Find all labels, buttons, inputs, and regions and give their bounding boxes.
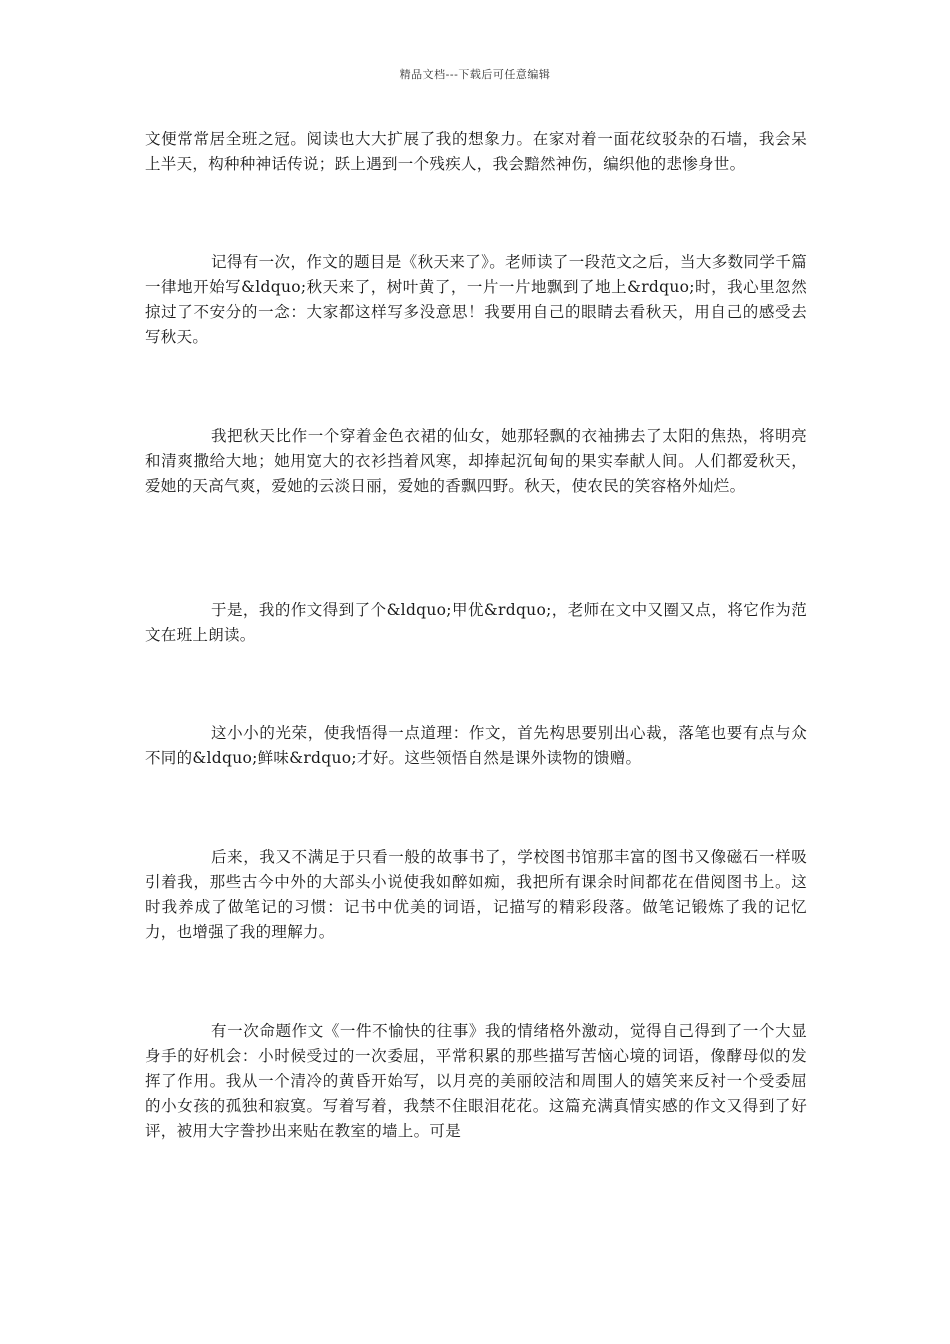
page-header: 精品文档---下载后可任意编辑 (399, 68, 551, 81)
paragraph-6: 后来，我又不满足于只看一般的故事书了，学校图书馆那丰富的图书又像磁石一样吸引着我，那些古今中外的大部头小说使我如醉如痴，我把所有课余时间都花在借阅图书上。这时我养成了做笔记的习惯：记书中优美的词语，记描写的精彩段落。做笔记锻炼了我的记忆力，也增强了我的理解力。 (145, 848, 807, 941)
paragraph-2: 记得有一次，作文的题目是《秋天来了》。老师读了一段范文之后，当大多数同学千篇一律地开始写&ldquo;秋天来了，树叶黄了，一片一片地飘到了地上&rdquo;时，我心里忽然掠过了不安分的一念：大家都这样写多没意思！我要用自己的眼睛去看秋天，用自己的感受去写秋天。 (145, 253, 807, 346)
paragraph-1: 文便常常居全班之冠。阅读也大大扩展了我的想象力。在家对着一面花纹驳杂的石墙，我会呆上半天，构种种神话传说；跃上遇到一个残疾人，我会黯然神伤，编织他的悲惨身世。 (145, 130, 807, 173)
paragraph-5: 这小小的光荣，使我悟得一点道理：作文，首先构思要别出心裁，落笔也要有点与众不同的&ldquo;鲜味&rdquo;才好。这些领悟自然是课外读物的馈赠。 (145, 724, 807, 767)
paragraph-4: 于是，我的作文得到了个&ldquo;甲优&rdquo;，老师在文中又圈又点，将它作为范文在班上朗读。 (145, 601, 807, 644)
paragraph-3: 我把秋天比作一个穿着金色衣裙的仙女，她那轻飘的衣袖拂去了太阳的焦热，将明亮和清爽撒给大地；她用宽大的衣衫挡着风寒，却捧起沉甸甸的果实奉献人间。人们都爱秋天，爱她的天高气爽，爱她的云淡日丽，爱她的香飘四野。秋天，使农民的笑容格外灿烂。 (145, 427, 807, 495)
paragraph-7: 有一次命题作文《一件不愉快的往事》我的情绪格外激动，觉得自己得到了一个大显身手的好机会：小时候受过的一次委屈，平常积累的那些描写苦恼心境的词语，像酵母似的发挥了作用。我从一个清冷的黄昏开始写，以月亮的美丽皎洁和周围人的嬉笑来反衬一个受委屈的小女孩的孤独和寂寞。写着写着，我禁不住眼泪花花。这篇充满真情实感的作文又得到了好评，被用大字誊抄出来贴在教室的墙上。可是 (145, 1022, 807, 1140)
